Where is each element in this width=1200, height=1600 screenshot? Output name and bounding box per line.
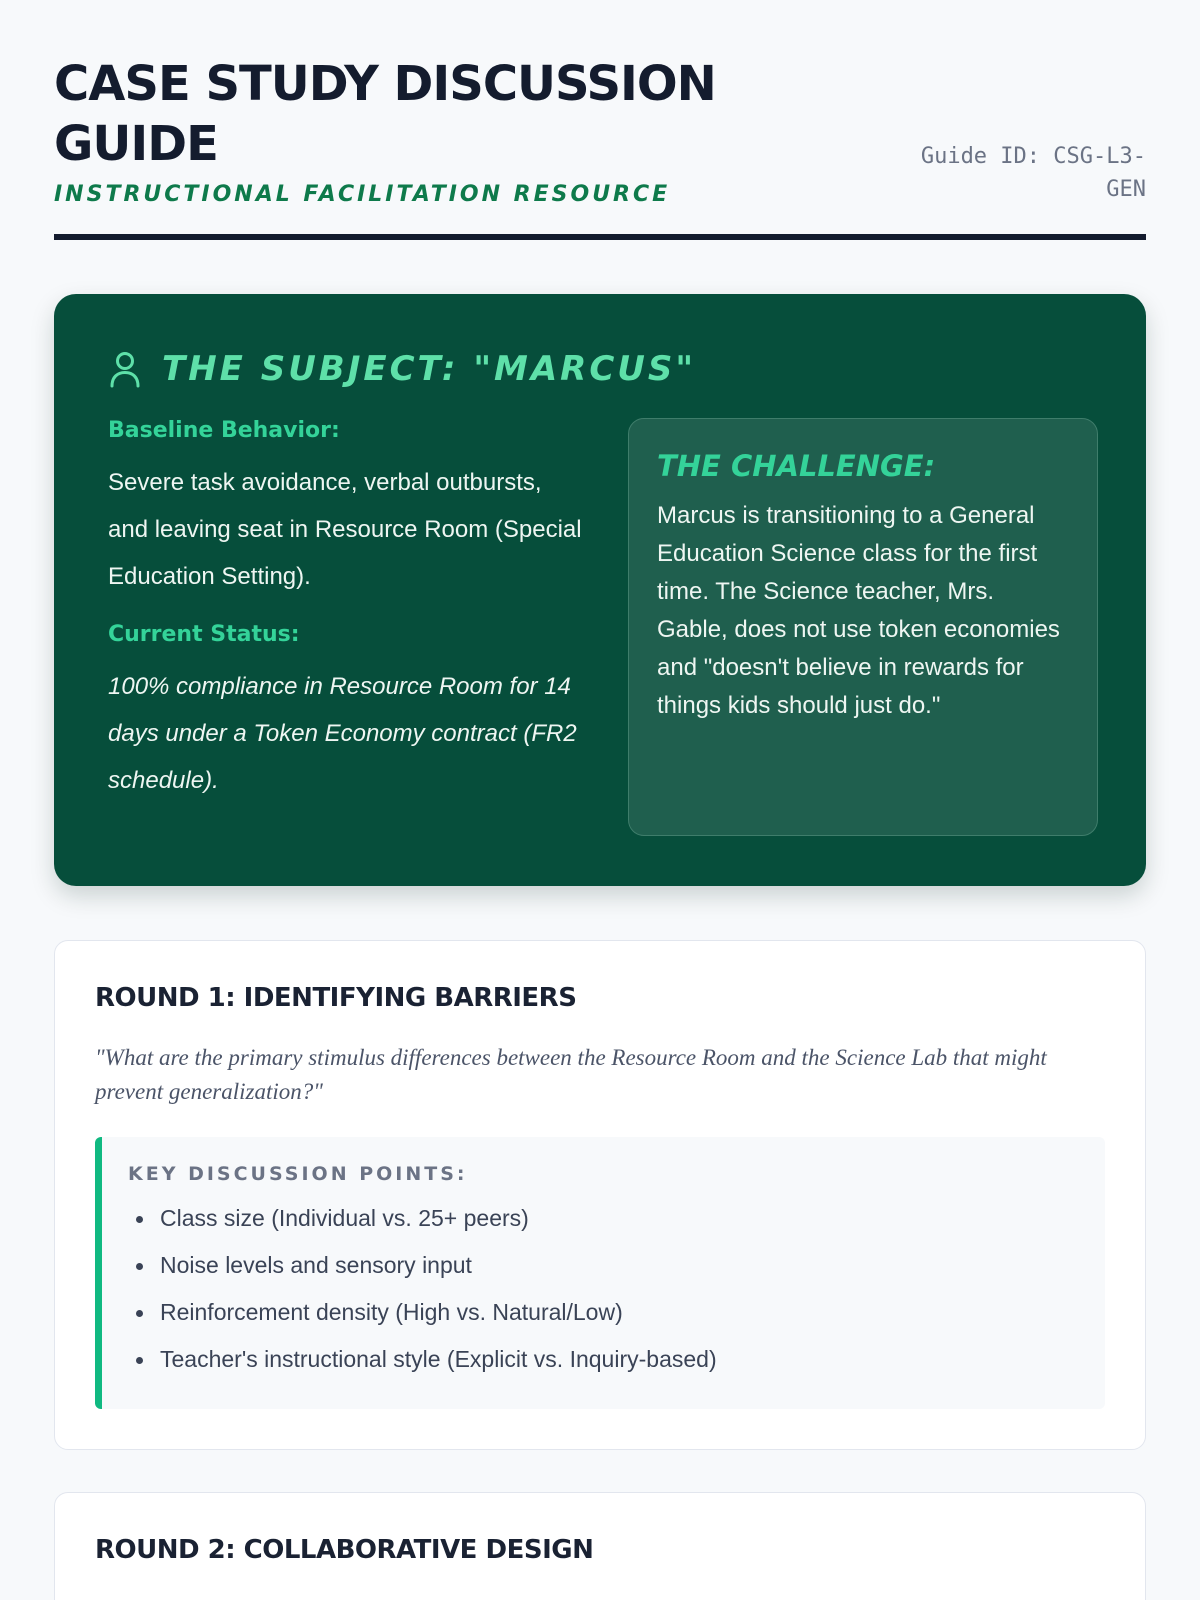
page-title: CASE STUDY DISCUSSION GUIDE bbox=[54, 56, 716, 172]
page-header bbox=[54, 0, 1146, 240]
status-text: 100% compliance in Resource Room for 14 days under a Token Economy contract (FR2 schedule). bbox=[108, 673, 577, 794]
user-icon bbox=[108, 349, 142, 389]
round1-card bbox=[54, 940, 1146, 1450]
status-label: Current Status: bbox=[108, 622, 300, 647]
list-item: Noise levels and sensory input bbox=[128, 1242, 1079, 1289]
subject-header bbox=[108, 346, 1092, 392]
round2-title: ROUND 2: COLLABORATIVE DESIGN bbox=[95, 1535, 594, 1565]
list-item: Class size (Individual vs. 25+ peers) bbox=[128, 1195, 1079, 1242]
subject-details bbox=[108, 418, 588, 826]
round2-card bbox=[54, 1492, 1146, 1600]
discussion-points-list bbox=[128, 1195, 1079, 1383]
guide-id: Guide ID: CSG-L3-GEN bbox=[920, 144, 1146, 202]
list-item: Reinforcement density (High vs. Natural/Low) bbox=[128, 1289, 1079, 1336]
subject-title: THE SUBJECT: "MARCUS" bbox=[162, 349, 697, 389]
challenge-title: THE CHALLENGE: bbox=[657, 449, 936, 483]
page-subtitle: INSTRUCTIONAL FACILITATION RESOURCE bbox=[54, 182, 671, 207]
round1-question: "What are the primary stimulus differences between the Resource Room and the Science Lab that might prevent generalization?" bbox=[95, 1045, 1047, 1104]
challenge-box bbox=[628, 418, 1098, 836]
subject-card bbox=[54, 294, 1146, 886]
baseline-text: Severe task avoidance, verbal outbursts, and leaving seat in Resource Room (Special Education Setting). bbox=[108, 469, 582, 590]
list-item: Teacher's instructional style (Explicit vs. Inquiry-based) bbox=[128, 1336, 1079, 1383]
baseline-label: Baseline Behavior: bbox=[108, 418, 340, 443]
discussion-points-label: KEY DISCUSSION POINTS: bbox=[128, 1163, 468, 1185]
round1-title: ROUND 1: IDENTIFYING BARRIERS bbox=[95, 983, 577, 1013]
challenge-text: Marcus is transitioning to a General Education Science class for the first time. The Science teacher, Mrs. Gable, does not use token economies and "doesn't believe in rewards for things kids should just do." bbox=[657, 502, 1060, 719]
discussion-points-box bbox=[95, 1137, 1105, 1409]
